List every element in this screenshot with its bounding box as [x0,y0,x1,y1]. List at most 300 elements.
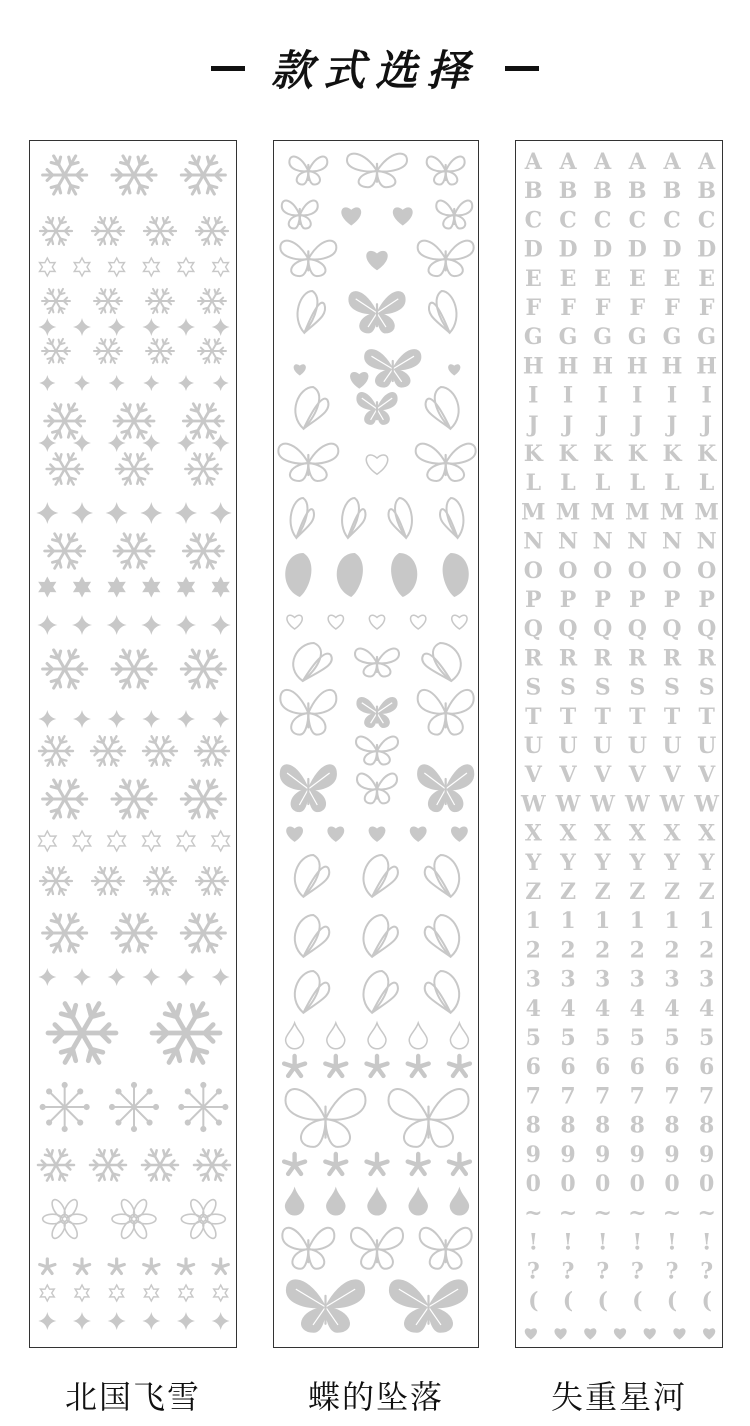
letter-glyph: ? [700,1258,714,1285]
sparkle-icon [177,1312,195,1330]
butterfly-icon [389,1089,469,1147]
letter-glyph: J [701,411,712,438]
letter-glyph: 8 [560,1112,576,1139]
letter-glyph: L [594,470,611,497]
sparkle-icon [176,615,196,635]
snowflake-icon [43,650,87,688]
sparkle-icon [38,1312,56,1330]
letter-glyph: R [524,645,543,672]
letter-glyph: S [525,674,542,701]
letter-glyph: 7 [560,1083,576,1110]
letter-glyph: 9 [664,1141,680,1168]
letter-glyph: Y [698,849,715,876]
heart-icon [525,1329,536,1339]
letter-glyph: 6 [629,1054,645,1081]
butterfly-icon [280,690,336,735]
title-dash-right [505,66,539,71]
butterfly-icon [427,157,465,185]
snowflake-icon [198,289,226,313]
letter-glyph: T [594,703,611,730]
letter-glyph: L [664,470,680,497]
letter-glyph: Y [594,849,611,876]
letter-glyph: O [627,557,647,584]
asterisk-icon [449,1056,470,1076]
letter-glyph: Z [629,879,646,905]
letter-glyph: P [663,587,681,613]
asterisk-icon [40,1259,55,1273]
letter-glyph: 0 [629,1171,645,1197]
snowflake-icon [196,867,228,895]
butterfly-icon [291,498,314,538]
butterfly-icon [293,643,332,681]
butterfly-icon [289,157,327,185]
star-icon [73,831,90,851]
asterisk-icon [325,1056,346,1076]
letter-glyph: W [520,791,546,818]
star-icon [212,831,229,851]
letter-glyph: X [594,820,612,847]
snowflake-icon [194,1149,230,1180]
letter-glyph: T [559,703,577,730]
butterfly-icon [422,643,461,681]
letter-glyph: 8 [699,1112,715,1139]
letter-glyph: 9 [525,1141,541,1168]
letter-glyph: 8 [525,1112,541,1139]
letter-glyph: ! [632,1229,643,1256]
snowflake-icon [40,217,72,245]
letter-glyph: I [666,382,678,409]
star-icon [143,831,160,851]
asterisk-icon [367,1154,388,1174]
style-name-butterfly: 蝶的坠落 [307,1378,444,1416]
letter-glyph: 7 [699,1083,715,1110]
snowflake-icon [183,404,223,439]
snowflake-icon [42,289,70,313]
letter-glyph: ! [597,1229,608,1256]
butterfly-icon [418,765,474,812]
letter-glyph: B [524,178,543,205]
letter-glyph: A [663,149,681,175]
sparkle-icon [142,318,160,336]
snowflake-icon [42,339,70,363]
letter-glyph: Z [525,879,542,905]
star-icon [109,578,125,596]
letter-glyph: 1 [525,908,541,935]
droplet-icon [286,1189,304,1215]
letter-glyph: C [559,207,577,234]
letter-glyph: 0 [595,1171,611,1197]
letter-glyph: N [592,528,613,555]
star-icon [178,258,194,276]
snowflake-icon [195,736,229,765]
letter-glyph: J [632,411,643,438]
star-icon [213,258,229,276]
letter-glyph: I [632,382,643,409]
sparkle-icon [212,968,230,986]
letter-glyph: V [663,762,681,789]
heart-icon [585,1329,596,1339]
letter-glyph: D [662,236,682,263]
sparkle-icon [73,710,91,728]
letter-glyph: H [696,353,718,380]
letter-glyph: U [593,733,613,759]
snowflake-icon [112,156,156,194]
sparkle-icon [142,434,160,452]
letter-glyph: 4 [699,995,715,1022]
snowflake-icon [142,1149,178,1180]
sparkle-icon [38,710,56,728]
snowflake-icon [39,736,73,765]
star-icon [144,1285,158,1301]
snowflake-icon [112,780,156,818]
letter-glyph: W [590,791,616,818]
style-card-snow[interactable] [29,140,237,1348]
letter-glyph: K [662,441,682,467]
sparkle-icon [140,502,162,524]
snowflake-icon [38,1149,74,1180]
butterfly-icon [280,241,336,276]
asterisk-icon [178,1259,193,1273]
letter-glyph: ! [563,1229,573,1256]
letter-glyph: ! [528,1229,539,1256]
sparkle-icon [175,502,197,524]
sparkle-icon [108,968,126,986]
letter-glyph: Z [698,879,715,905]
sparkle-icon [109,375,125,391]
letter-glyph: 7 [664,1083,680,1110]
letter-glyph: 0 [560,1171,576,1197]
letter-glyph: 6 [525,1054,541,1081]
letter-glyph: D [593,236,613,263]
sparkle-icon [212,1312,230,1330]
letter-glyph: X [524,820,542,847]
butterfly-icon [295,855,330,897]
letter-glyph: 3 [664,966,680,993]
butterfly-icon [357,774,397,804]
letter-glyph: M [555,499,581,526]
snowflake-icon [112,914,156,952]
letter-glyph: C [628,207,647,234]
sparkle-icon [106,502,128,524]
sparkle-icon [142,1312,160,1330]
sparkle-icon [38,968,56,986]
snowflake-icon [43,780,87,818]
letter-glyph: B [558,178,578,205]
butterfly-icon [349,292,405,333]
letter-glyph: P [594,587,611,613]
letter-glyph: 5 [595,1025,611,1051]
droplet-icon [327,1189,345,1215]
letter-glyph: N [627,528,648,555]
letter-glyph: 9 [629,1141,645,1168]
letter-glyph: E [628,265,646,292]
letter-glyph: J [597,411,608,438]
droplet-icon [409,1189,427,1215]
sparkle-icon [38,434,56,452]
heart-icon [452,827,467,841]
letter-glyph: D [627,236,647,263]
star-icon [108,831,125,851]
butterfly-icon [282,1228,334,1269]
snowflake-icon [181,914,225,952]
heart-icon [411,615,426,629]
letter-glyph: H [557,353,579,380]
asterisk-icon [325,1154,346,1174]
letter-glyph: H [661,353,683,380]
snowflake-icon [143,736,177,765]
letter-glyph: ( [528,1287,539,1314]
heart-icon [449,365,460,375]
letter-sticker-sheet [516,141,723,1348]
heart-icon [287,827,302,841]
butterfly-icon [355,649,399,677]
butterfly-icon [295,971,330,1013]
letter-glyph: S [560,674,576,701]
letter-glyph: W [694,791,720,818]
star-icon [179,1285,193,1301]
asterisk-icon [408,1154,429,1174]
butterfly-icon [388,498,411,538]
heart-icon [411,827,426,841]
letter-glyph: R [628,645,647,672]
snowflake-icon [181,780,225,818]
letter-glyph: T [525,703,542,730]
sparkle-icon [108,318,126,336]
asterisk-icon [74,1259,89,1273]
letter-glyph: ? [596,1258,610,1285]
snowflake-icon [144,867,176,895]
butterfly-icon [357,393,397,425]
sparkle-icon [142,710,160,728]
butterfly-icon [286,1089,366,1147]
letter-glyph: G [558,324,578,351]
butterfly-icon [282,201,318,229]
sparkle-icon [178,375,194,391]
heart-icon [367,252,387,270]
letter-glyph: M [590,499,615,526]
snowflake-icon [40,867,72,895]
snowflake-icon [40,1082,90,1132]
snowflake-icon [146,339,174,363]
letter-glyph: G [627,324,647,351]
letter-glyph: E [594,265,612,292]
heart-icon [452,615,467,629]
butterfly-icon [425,915,460,957]
heart-icon [644,1329,655,1339]
asterisk-icon [408,1056,429,1076]
sparkle-icon [177,968,195,986]
sparkle-icon [37,615,57,635]
letter-glyph: A [698,149,716,175]
letter-glyph: 3 [595,966,611,993]
letter-glyph: Y [560,849,576,876]
butterfly-icon [287,1280,365,1332]
letter-glyph: C [524,207,543,234]
letter-glyph: U [662,733,682,759]
letter-glyph: L [629,470,646,497]
letter-glyph: 9 [699,1141,715,1168]
letter-glyph: 7 [629,1083,645,1110]
heart-icon [351,373,368,388]
letter-glyph: G [523,324,543,351]
letter-glyph: G [697,324,717,351]
letter-glyph: I [528,382,539,409]
snowflake-icon [91,736,125,765]
section-title [0,28,750,108]
letter-glyph: ~ [593,1200,612,1227]
letter-glyph: 4 [595,995,611,1022]
sparkle-icon [73,968,91,986]
star-icon [144,578,160,596]
letter-glyph: Z [594,879,611,905]
asterisk-icon [213,1259,228,1273]
letter-glyph: N [523,528,544,555]
letter-glyph: 5 [560,1025,576,1051]
snowflake-icon [109,1082,159,1132]
star-icon [74,258,90,276]
letter-glyph: A [628,149,646,175]
letter-glyph: V [524,762,542,789]
letter-glyph: D [523,236,543,263]
letter-glyph: I [597,382,608,409]
heart-icon [287,615,302,629]
letter-glyph: U [523,733,543,759]
style-card-butterfly[interactable] [273,140,479,1348]
letter-glyph: B [628,178,647,205]
heart-icon [328,615,343,629]
letter-glyph: 6 [560,1054,576,1081]
letter-glyph: 5 [699,1025,715,1051]
letter-glyph: O [697,557,717,584]
letter-glyph: 8 [664,1112,680,1139]
snowflake-icon [92,217,124,245]
letter-glyph: V [559,762,577,789]
letter-glyph: F [629,295,646,321]
style-card-letters[interactable] [515,140,723,1348]
snowflake-icon [90,1149,126,1180]
letter-glyph: M [659,499,685,526]
letter-glyph: ( [666,1287,678,1314]
letter-glyph: Q [662,616,682,643]
letter-glyph: O [593,557,613,584]
sparkle-icon [177,434,195,452]
heart-icon [369,827,384,841]
sparkle-icon [39,375,55,391]
letter-glyph: L [698,470,715,497]
snowflake-icon [45,404,85,439]
sparkle-icon [141,615,161,635]
butterfly-icon [363,971,398,1013]
letter-glyph: ? [630,1258,644,1285]
letter-glyph: H [626,353,648,380]
letter-glyph: M [625,499,650,526]
letter-glyph: Z [559,879,577,905]
star-icon [177,831,194,851]
letter-glyph: 6 [664,1054,680,1081]
sparkle-icon [210,502,232,524]
letter-glyph: R [593,645,612,672]
star-icon [109,258,125,276]
style-name-letters: 失重星河 [550,1378,687,1416]
letter-glyph: J [528,411,539,438]
letter-glyph: U [627,733,647,759]
snowflake-icon [116,453,152,484]
heart-icon [394,208,412,224]
letter-glyph: 3 [525,966,541,993]
sparkle-icon [212,710,230,728]
letter-glyph: 9 [560,1141,576,1168]
sparkle-icon [212,434,230,452]
letter-glyph: 4 [629,995,645,1022]
sparkle-icon [107,615,127,635]
sparkle-icon [143,375,159,391]
letter-glyph: ( [632,1287,643,1314]
letter-glyph: N [661,528,683,555]
heart-icon [294,365,305,375]
star-icon [39,831,56,851]
letter-glyph: T [698,703,715,730]
wing-icon [443,553,469,597]
snowflake-icon [43,156,87,194]
letter-glyph: ( [562,1287,574,1314]
letter-glyph: I [562,382,574,409]
letter-glyph: X [663,820,681,847]
droplet-icon [327,1023,345,1049]
letter-glyph: L [525,470,542,497]
letter-glyph: M [694,499,719,526]
letter-glyph: 8 [595,1112,611,1139]
butterfly-icon [357,698,397,728]
butterfly-icon [390,1280,468,1332]
letter-glyph: P [629,587,646,613]
letter-glyph: F [698,295,715,321]
wing-icon [285,553,311,597]
butterfly-icon [426,387,459,429]
butterfly-icon [418,241,474,276]
butterfly-icon [280,765,336,812]
letter-glyph: G [593,324,613,351]
snowflake-icon [185,453,221,484]
heart-icon [615,1329,626,1339]
letter-glyph: 1 [560,908,576,935]
sparkle-icon [177,318,195,336]
butterfly-icon [425,971,460,1013]
letter-glyph: M [521,499,546,526]
letter-glyph: 4 [664,995,680,1022]
sparkle-icon [73,434,91,452]
droplet-icon [368,1189,386,1215]
sparkle-icon [213,375,229,391]
butterfly-icon [351,1228,403,1269]
letter-glyph: ! [701,1229,712,1256]
letter-glyph: Q [593,616,613,643]
letter-glyph: 0 [664,1171,680,1197]
snowflake-icon [144,217,176,245]
letter-glyph: C [593,207,612,234]
letter-glyph: Q [627,616,647,643]
letter-glyph: R [558,645,578,672]
letter-glyph: R [697,645,716,672]
letter-glyph: F [560,295,576,321]
letter-glyph: C [697,207,716,234]
letter-glyph: 2 [629,937,645,964]
letter-glyph: 1 [699,908,715,935]
letter-glyph: H [522,353,544,380]
droplet-icon [286,1023,304,1049]
star-icon [213,578,229,596]
letter-glyph: D [697,236,717,263]
letter-glyph: D [558,236,578,263]
